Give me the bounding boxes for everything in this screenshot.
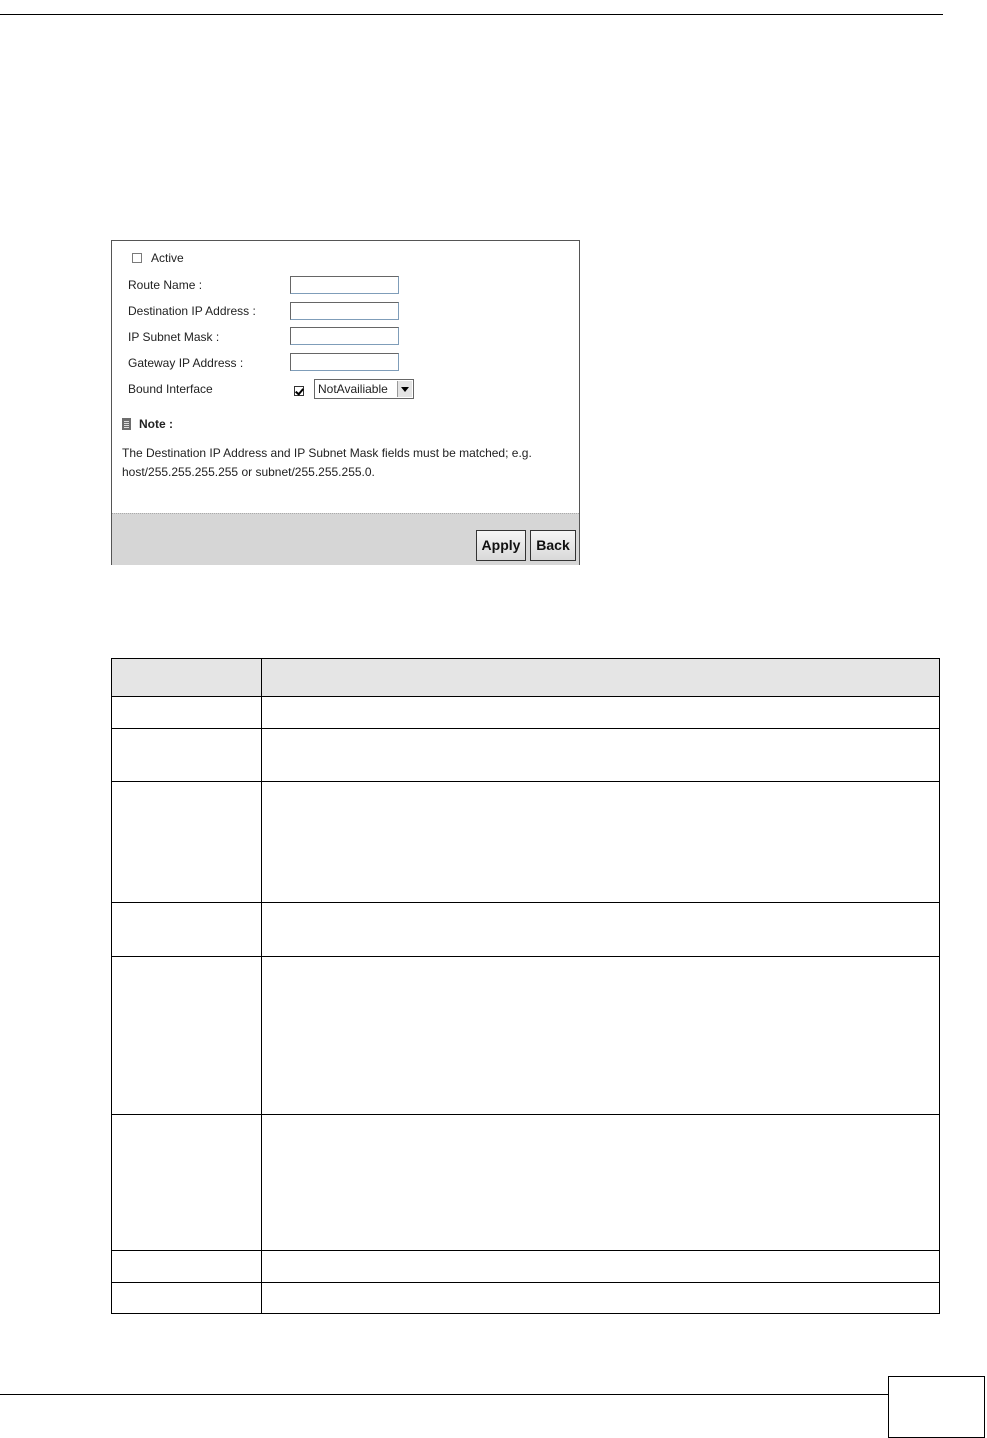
table-header-label-cell bbox=[112, 659, 262, 697]
bound-interface-selected: NotAvailiable bbox=[318, 382, 388, 396]
table-row bbox=[112, 729, 940, 782]
table-row bbox=[112, 1283, 940, 1314]
bound-interface-select[interactable] bbox=[314, 379, 414, 399]
note-text: The Destination IP Address and IP Subnet Mask fields must be matched; e.g. host/255.255.255.255 or subnet/255.255.255.0. bbox=[122, 446, 532, 479]
footer-rule bbox=[0, 1394, 888, 1395]
note-document-icon bbox=[122, 418, 131, 430]
table-header-row bbox=[112, 659, 940, 697]
button-bar bbox=[112, 513, 579, 565]
route-name-input[interactable] bbox=[290, 276, 399, 294]
gateway-ip-label: Gateway IP Address : bbox=[128, 356, 244, 370]
table-row bbox=[112, 903, 940, 957]
field-description-table bbox=[111, 658, 940, 1314]
table-row bbox=[112, 957, 940, 1115]
active-checkbox[interactable] bbox=[132, 253, 142, 263]
active-label: Active bbox=[151, 251, 184, 265]
route-name-label: Route Name : bbox=[128, 278, 203, 292]
table-row bbox=[112, 697, 940, 729]
note-heading bbox=[122, 417, 173, 431]
table-row bbox=[112, 1115, 940, 1251]
bound-interface-label: Bound Interface bbox=[128, 382, 213, 396]
bound-interface-checkbox[interactable] bbox=[294, 386, 304, 396]
static-route-edit-panel bbox=[111, 240, 580, 565]
header-rule bbox=[0, 14, 943, 15]
back-button[interactable]: Back bbox=[530, 530, 576, 561]
apply-button[interactable]: Apply bbox=[476, 530, 526, 561]
table-row bbox=[112, 1251, 940, 1283]
table-row bbox=[112, 782, 940, 903]
chevron-down-icon[interactable] bbox=[397, 381, 412, 397]
table-header-description-cell bbox=[262, 659, 940, 697]
destination-ip-label: Destination IP Address : bbox=[128, 304, 256, 318]
gateway-ip-input[interactable] bbox=[290, 353, 399, 371]
subnet-mask-label: IP Subnet Mask : bbox=[128, 330, 220, 344]
subnet-mask-input[interactable] bbox=[290, 327, 399, 345]
active-row bbox=[132, 251, 184, 265]
destination-ip-input[interactable] bbox=[290, 302, 399, 320]
note-title: Note : bbox=[139, 417, 173, 431]
page-number-box bbox=[888, 1376, 985, 1438]
